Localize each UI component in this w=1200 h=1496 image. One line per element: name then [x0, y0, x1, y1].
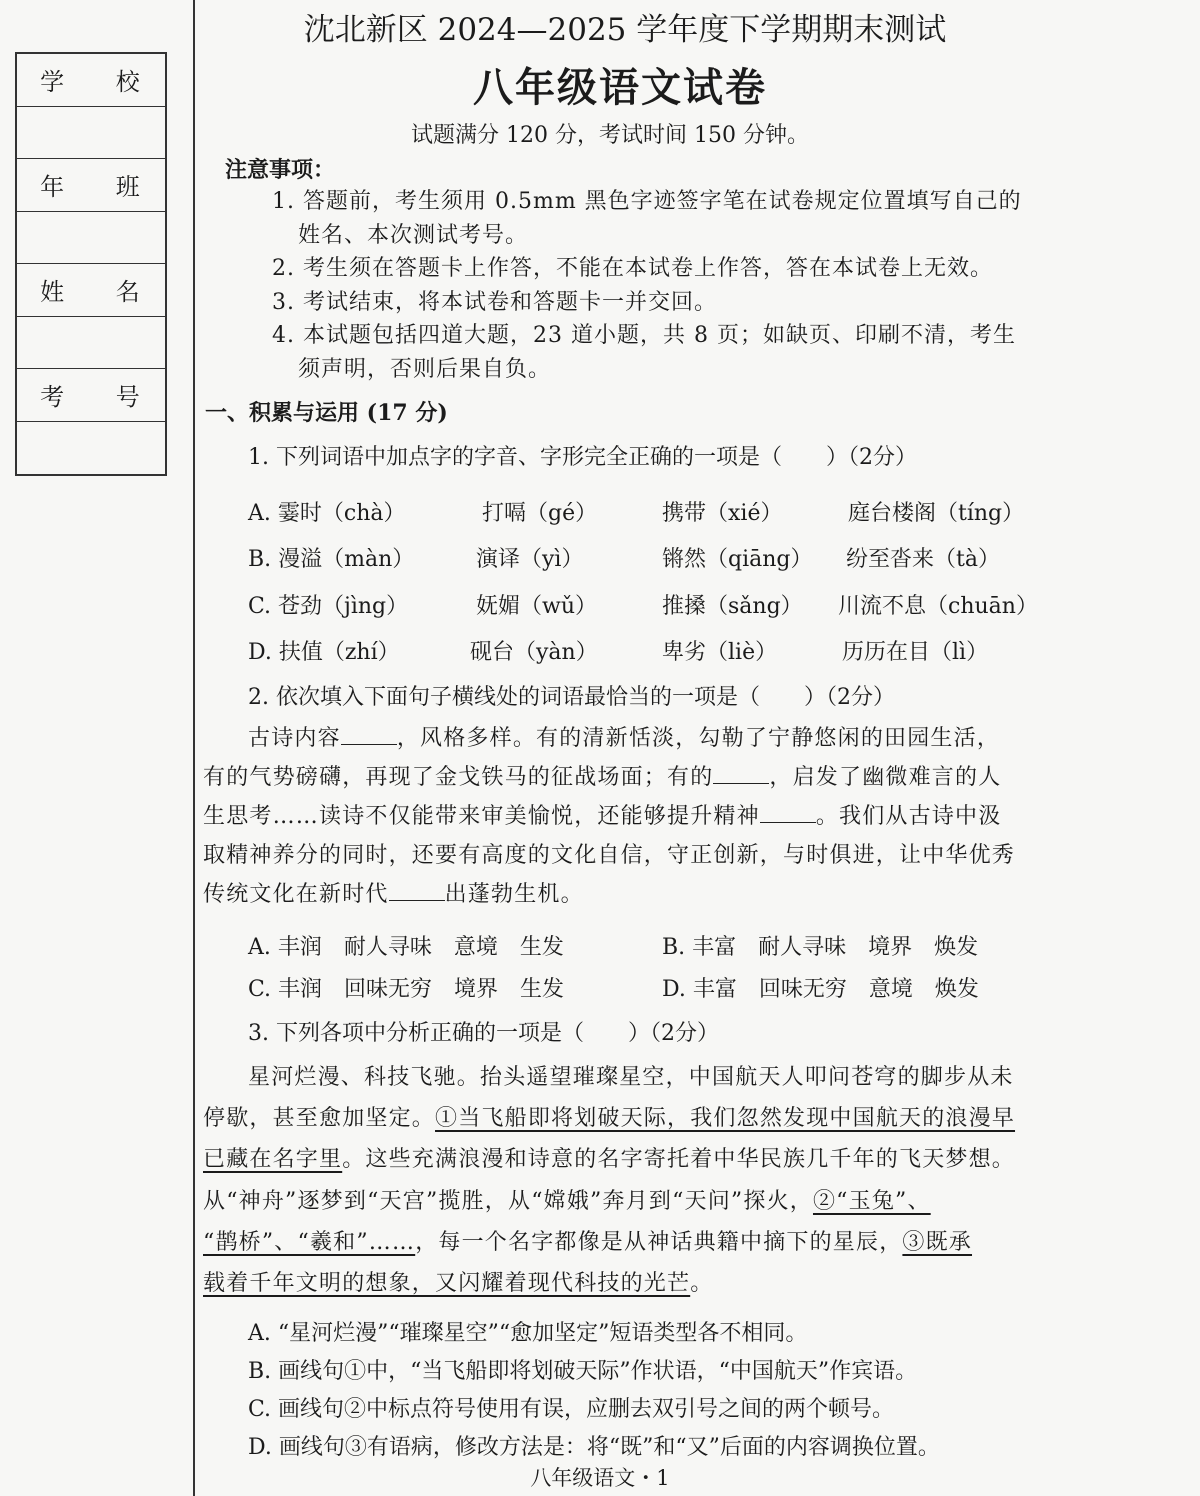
underlined-sentence-2: “鹊桥”、“羲和”…… [203, 1230, 416, 1255]
q1-option-b[interactable]: B. 漫溢（màn） [248, 547, 415, 572]
q2-option-b[interactable]: B. 丰富 耐人寻味 境界 焕发 [662, 935, 979, 960]
underlined-sentence-1: ①当飞船即将划破天际，我们忽然发现中国航天的浪漫早 [435, 1106, 1016, 1131]
name-label: 姓 名 [17, 264, 165, 317]
passage-text: ，风格多样。有的清新恬淡，勾勒了宁静悠闲的田园生活， [396, 726, 1001, 751]
passage-text: 有的气势磅礴，再现了金戈铁马的征战场面；有的 [203, 765, 714, 790]
q2-option-c[interactable]: C. 丰润 回味无穷 境界 生发 [248, 977, 565, 1002]
underlined-sentence-1: 已藏在名字里 [203, 1147, 343, 1172]
q2-passage-line [203, 760, 1001, 791]
class-label: 年 班 [17, 159, 165, 212]
exam-number-field[interactable] [17, 422, 165, 475]
fill-blank[interactable] [713, 765, 769, 784]
class-field[interactable] [17, 212, 165, 265]
question-3-stem: 3. 下列各项中分析正确的一项是（ ）（2分） [248, 1021, 719, 1046]
q3-passage-line [203, 1184, 931, 1215]
binding-line [193, 0, 195, 1496]
exam-number-label: 考 号 [17, 369, 165, 422]
name-field[interactable] [17, 317, 165, 370]
q2-option-a[interactable]: A. 丰润 耐人寻味 意境 生发 [248, 935, 564, 960]
note-line: 3. 考试结束，将本试卷和答题卡一并交回。 [272, 290, 717, 315]
q3-option-c[interactable]: C. 画线句②中标点符号使用有误，应删去双引号之间的两个顿号。 [248, 1397, 895, 1422]
passage-text: 停歇，甚至愈加坚定。 [203, 1106, 436, 1131]
student-info-box [15, 52, 167, 476]
paper-title: 八年级语文试卷 [473, 64, 767, 111]
q1-option-d[interactable]: D. 扶值（zhí） [248, 640, 400, 665]
note-line: 姓名、本次测试考号。 [298, 223, 529, 248]
q3-passage-line [203, 1225, 972, 1256]
passage-text: 取精神养分的同时，还要有高度的文化自信，守正创新，与时俱进，让中华优秀 [203, 843, 1016, 868]
q1-option-c-word: 妩媚（wǔ） [476, 594, 598, 619]
q3-passage-line [203, 1101, 1015, 1132]
notes-heading: 注意事项： [225, 157, 336, 183]
passage-text: 。 [690, 1271, 714, 1296]
passage-text: 。这些充满浪漫和诗意的名字寄托着中华民族几千年的飞天梦想。 [342, 1147, 1016, 1172]
q2-passage-line [203, 877, 584, 908]
page-footer: 八年级语文・1 [530, 1466, 670, 1490]
underlined-sentence-3: 载着千年文明的想象，又闪耀着现代科技的光芒 [203, 1271, 691, 1296]
q1-option-c-word: 推搡（sǎng） [662, 594, 803, 619]
q1-option-d-word: 砚台（yàn） [470, 640, 598, 665]
passage-text: 从“神舟”逐梦到“天宫”揽胜，从“嫦娥”奔月到“天问”探火， [203, 1189, 813, 1214]
q1-option-c[interactable]: C. 苍劲（jìng） [248, 594, 409, 619]
q3-passage-line [203, 1142, 1015, 1173]
q1-option-b-word: 纷至沓来（tà） [846, 547, 1000, 572]
passage-text: 生思考……读诗不仅能带来审美愉悦，还能够提升精神 [203, 804, 760, 829]
q3-option-a[interactable]: A. “星河烂漫”“璀璨星空”“愈加坚定”短语类型各不相同。 [248, 1321, 808, 1346]
q3-passage-line [203, 1266, 713, 1297]
passage-text: 。我们从古诗中汲 [815, 804, 1002, 829]
section-title: 一、积累与运用 (17 分) [205, 400, 448, 426]
note-line: 4. 本试题包括四道大题，23 道小题，共 8 页；如缺页、印刷不清，考生 [272, 323, 1016, 348]
q1-option-c-word: 川流不息（chuān） [838, 594, 1038, 619]
q3-option-d[interactable]: D. 画线句③有语病，修改方法是：将“既”和“又”后面的内容调换位置。 [248, 1435, 940, 1460]
exam-title: 沈北新区 2024—2025 学年度下学期期末测试 [303, 12, 947, 48]
note-line: 1. 答题前，考生须用 0.5mm 黑色字迹签字笔在试卷规定位置填写自己的 [272, 189, 1022, 214]
passage-text: 古诗内容 [248, 726, 341, 751]
passage-text: ，每一个名字都像是从神话典籍中摘下的星辰， [415, 1230, 903, 1255]
passage-text: ，启发了幽微难言的人 [769, 765, 1002, 790]
q2-passage-line [248, 721, 1000, 752]
q1-option-a-word: 庭台楼阁（tíng） [848, 501, 1025, 526]
q2-passage-line [203, 838, 1015, 869]
q1-option-b-word: 锵然（qiāng） [662, 547, 813, 572]
note-line: 2. 考生须在答题卡上作答，不能在本试卷上作答，答在本试卷上无效。 [272, 256, 993, 281]
q2-passage-line [203, 799, 1001, 830]
note-line: 须声明，否则后果自负。 [298, 357, 552, 382]
passage-text: 星河烂漫、科技飞驰。抬头遥望璀璨星空，中国航天人叩问苍穹的脚步从未 [248, 1065, 1014, 1090]
question-2-stem: 2. 依次填入下面句子横线处的词语最恰当的一项是（ ）（2分） [248, 685, 895, 710]
question-1-stem: 1. 下列词语中加点字的字音、字形完全正确的一项是（ ）（2分） [248, 445, 917, 470]
fill-blank[interactable] [389, 882, 445, 901]
underlined-sentence-2: ②“玉兔”、 [812, 1189, 931, 1214]
q1-option-d-word: 卑劣（liè） [662, 640, 778, 665]
school-label: 学 校 [17, 54, 165, 107]
fill-blank[interactable] [760, 804, 816, 823]
q3-passage-line [248, 1060, 1014, 1091]
q1-option-a-word: 打嗝（gé） [482, 501, 598, 526]
q1-option-a-word: 携带（xié） [662, 501, 783, 526]
passage-text: 传统文化在新时代 [203, 882, 389, 907]
q2-option-d[interactable]: D. 丰富 回味无穷 意境 焕发 [662, 977, 979, 1002]
q1-option-d-word: 历历在目（lì） [842, 640, 989, 665]
underlined-sentence-3: ③既承 [902, 1230, 973, 1255]
q1-option-b-word: 演译（yì） [476, 547, 584, 572]
q1-option-a[interactable]: A. 霎时（chà） [248, 501, 406, 526]
exam-info: 试题满分 120 分，考试时间 150 分钟。 [411, 123, 809, 148]
fill-blank[interactable] [341, 726, 397, 745]
q3-option-b[interactable]: B. 画线句①中，“当飞船即将划破天际”作状语，“中国航天”作宾语。 [248, 1359, 918, 1384]
passage-text: 出蓬勃生机。 [444, 882, 584, 907]
